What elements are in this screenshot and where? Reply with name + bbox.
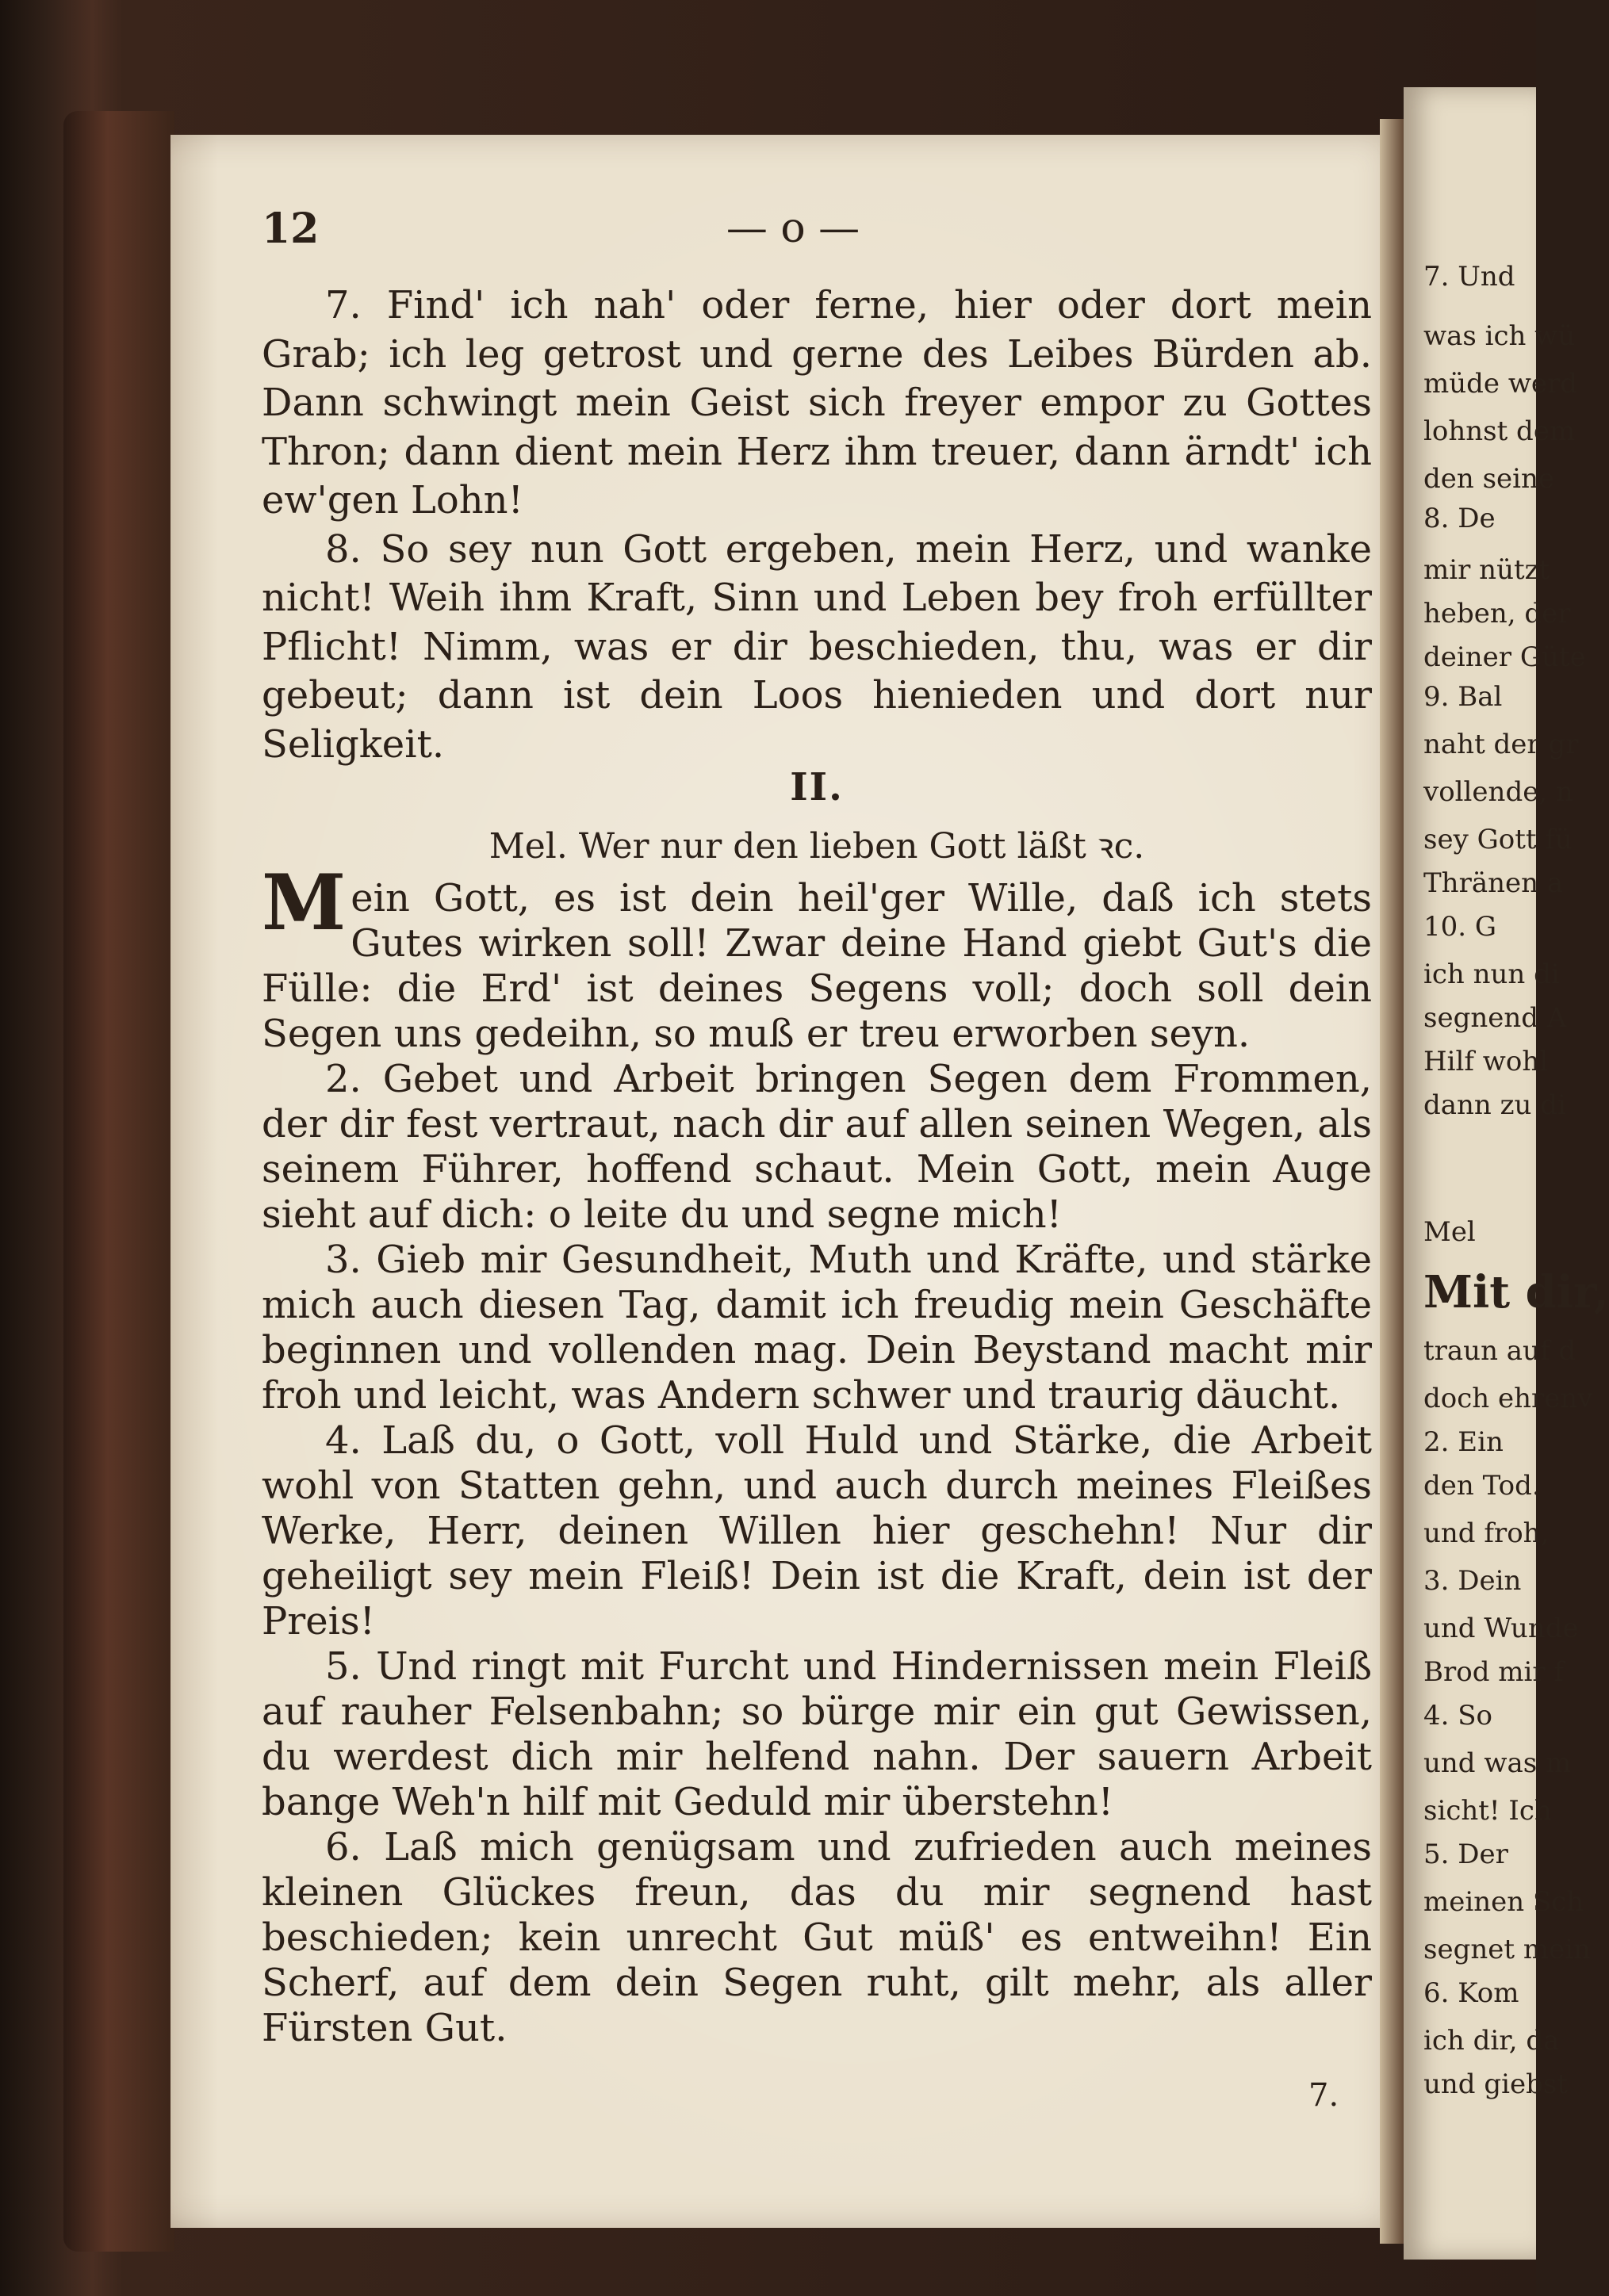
right-fragment: Mel [1423, 1216, 1476, 1248]
right-fragment: 3. Dein [1423, 1565, 1522, 1597]
page-ornament: — o — [726, 205, 860, 252]
page-number: 12 [262, 205, 320, 253]
right-fragment: ich nun di [1423, 959, 1560, 990]
hymn-text [262, 858, 1372, 2051]
hymn-number: II. [790, 765, 844, 809]
page-header [262, 205, 1364, 260]
right-fragment: was ich wü [1423, 320, 1576, 352]
verses-top [262, 281, 1372, 769]
right-fragment: 2. Ein [1423, 1426, 1504, 1458]
catchword: 7. [1308, 2077, 1339, 2114]
hymn-verse-1-text: ein Gott, es ist dein heil'ger Wille, daß ich stets Gutes wirken soll! Zwar deine Hand giebt Gut's die Fülle: die Erd' ist deines Segens voll; doch soll dein Segen uns gedeihn, so muß er treu erworben seyn. [262, 876, 1372, 1056]
verse-8: 8. So sey nun Gott ergeben, mein Herz, und wanke nicht! Weih ihm Kraft, Sinn und Leben bey froh erfüllter Pflicht! Nimm, was er dir beschieden, thu, was er dir gebeut; dann ist dein Loos hienieden und dort nur Seligkeit. [262, 526, 1372, 767]
right-fragment: und Wunde [1423, 1613, 1579, 1644]
right-fragment: deiner Güte [1423, 641, 1586, 673]
drop-cap: M [262, 858, 347, 947]
right-fragment: doch ehrenv [1423, 1383, 1593, 1414]
hymn-verse-6: 6. Laß mich genügsam und zufrieden auch meines kleinen Glückes freun, das du mir segnend hast beschieden; kein unrecht Gut müß' es entweihn! Ein Scherf, auf dem dein Segen ruht, gilt mehr, als aller Fürsten Gut. [262, 1825, 1372, 2050]
verse-7: 7. Find' ich nah' oder ferne, hier oder dort mein Grab; ich leg getrost und gerne des Leibes Bürden ab. Dann schwingt mein Geist sich freyer empor zu Gottes Thron; dann dient mein Herz ihm treuer, dann ärndt' ich ew'gen Lohn! [262, 283, 1372, 522]
right-fragment: den Tod. [1423, 1470, 1541, 1502]
right-fragment: naht der gr [1423, 729, 1579, 760]
right-fragment: 8. De [1423, 503, 1496, 534]
right-fragment: 6. Kom [1423, 1977, 1519, 2009]
right-fragment: und froh, [1423, 1517, 1550, 1549]
right-fragment: 4. So [1423, 1700, 1493, 1732]
right-fragment: 10. G [1423, 911, 1497, 943]
right-fragment: dann zu di [1423, 1089, 1566, 1121]
hymn-verse-4: 4. Laß du, o Gott, voll Huld und Stärke, die Arbeit wohl von Statten gehn, und auch durch meines Fleißes Werke, Herr, deinen Willen hier geschehn! Nur dir geheiligt sey mein Fleiß! Dein ist die Kraft, dein ist der Preis! [262, 1418, 1372, 1644]
right-fragment: traun auf d [1423, 1335, 1576, 1367]
right-fragment: 9. Bal [1423, 681, 1503, 713]
right-fragment: sey Gott fü [1423, 824, 1573, 855]
hymn-verse-3: 3. Gieb mir Gesundheit, Muth und Kräfte, und stärke mich auch diesen Tag, damit ich freudig mein Geschäfte beginnen und vollenden mag. Dein Beystand macht mir froh und leicht, was Andern schwer und traurig däucht. [262, 1238, 1372, 1418]
hymn-verse-5: 5. Und ringt mit Furcht und Hindernissen mein Fleiß auf rauher Felsenbahn; so bürge mir ein gut Gewissen, du werdest dich mir helfend nahn. Der sauern Arbeit bange Weh'n hilf mit Geduld mir überstehn! [262, 1644, 1372, 1824]
right-fragment: 5. Der [1423, 1839, 1508, 1870]
right-fragment: heben, der [1423, 598, 1571, 629]
right-fragment: meinen Sch [1423, 1886, 1584, 1918]
book-cover-edge [63, 111, 174, 2252]
right-fragment: sicht! Ich [1423, 1795, 1552, 1827]
right-fragment: segnend A [1423, 1002, 1567, 1034]
right-fragment: müde werd [1423, 368, 1578, 400]
right-fragment: ich dir, da [1423, 2025, 1560, 2057]
right-fragment: vollende, n [1423, 776, 1573, 808]
hymn-verse-2: 2. Gebet und Arbeit bringen Segen dem Frommen, der dir fest vertraut, nach dir auf allen seinen Wegen, als seinem Führer, hoffend schaut. Mein Gott, mein Auge sieht auf dich: o leite du und segne mich! [262, 1057, 1372, 1237]
right-fragment: segnet mein [1423, 1934, 1591, 1965]
right-fragment: lohnst dem [1423, 415, 1576, 447]
right-fragment: und giebst [1423, 2068, 1569, 2100]
right-fragment: Brod mir f [1423, 1656, 1565, 1688]
right-fragment: Hilf wohl [1423, 1046, 1549, 1077]
right-fragment: Thränen a [1423, 867, 1564, 899]
hymn-verse-1 [262, 858, 1372, 1057]
right-fragment: Mit dir, [1423, 1266, 1609, 1318]
melody-line: Mel. Wer nur den lieben Gott läßt ꝛc. [488, 826, 1145, 867]
right-fragment: mir nützt [1423, 554, 1550, 586]
right-fragment: 7. Und [1423, 261, 1515, 293]
right-fragment: den seine [1423, 463, 1555, 495]
right-fragment: und was m [1423, 1747, 1572, 1779]
